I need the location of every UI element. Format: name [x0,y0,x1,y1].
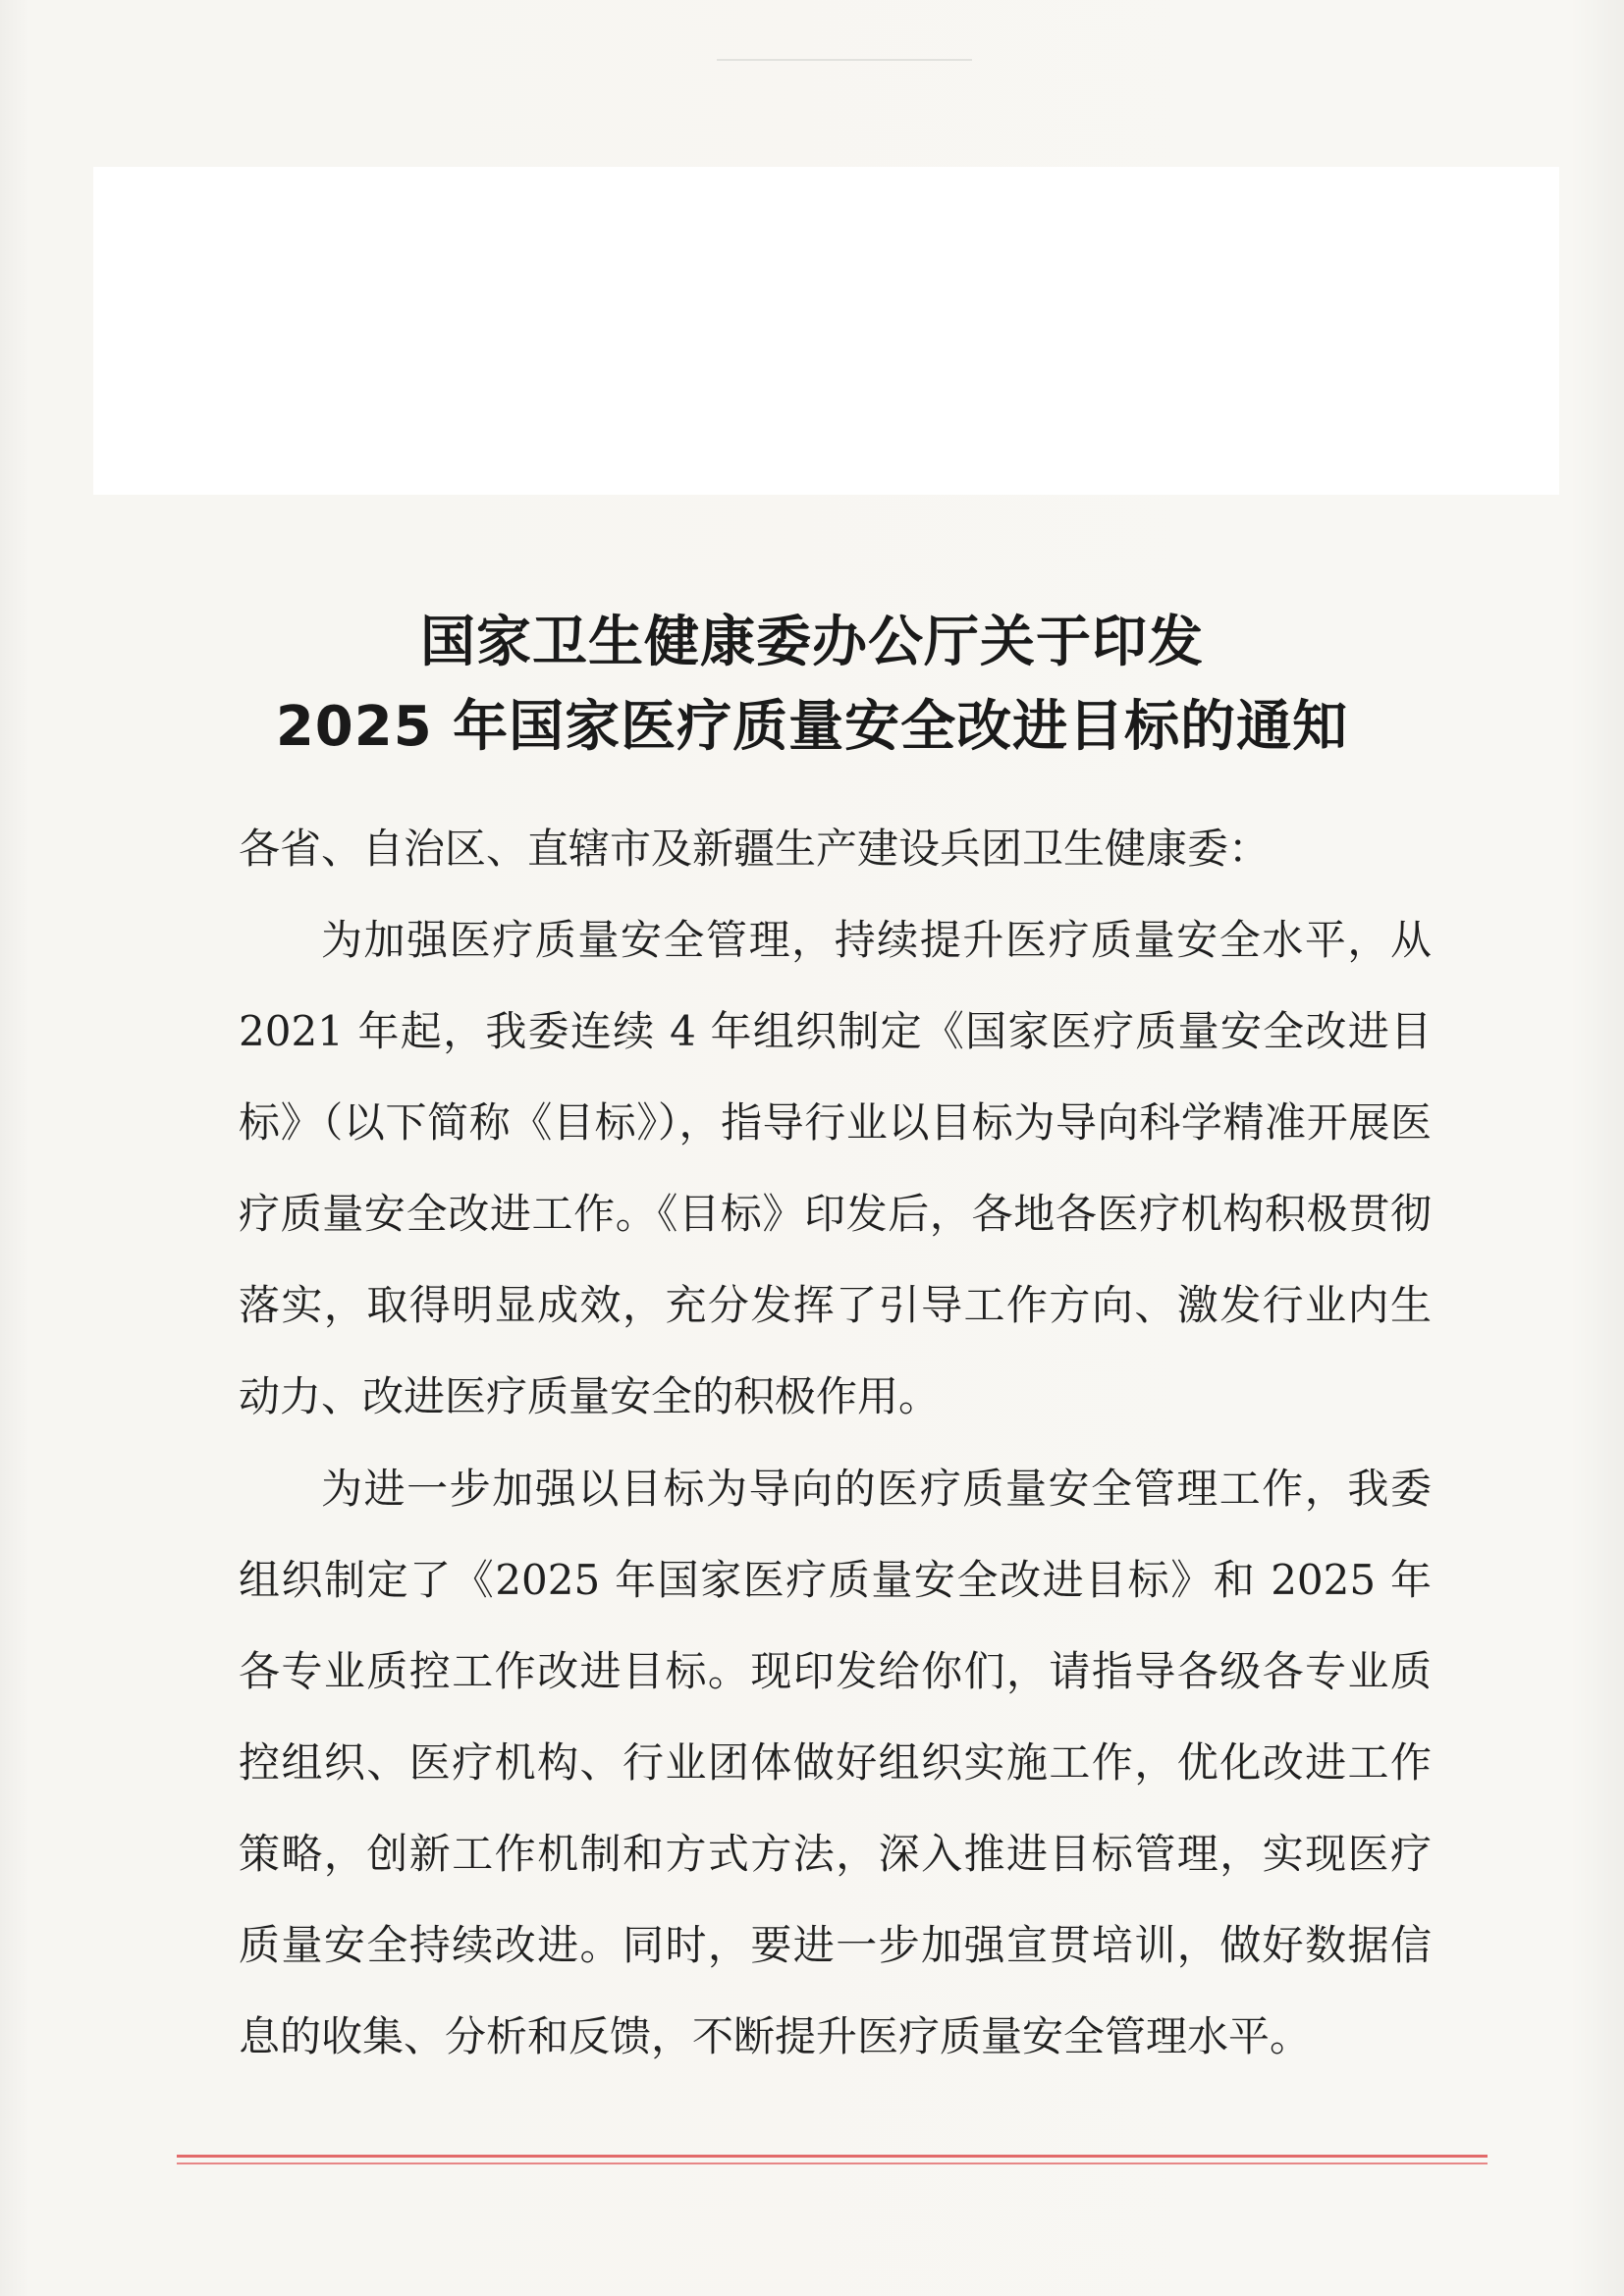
document-title-line-1: 国家卫生健康委办公厅关于印发 [420,611,1204,674]
scan-artifact [717,59,972,61]
document-title-line-2: 2025 年国家医疗质量安全改进目标的通知 [275,695,1349,759]
body-paragraph-2: 为进一步加强以目标为导向的医疗质量安全管理工作，我委组织制定了《2025 年国家医疗质量安全改进目标》和 2025 年各专业质控工作改进目标。现印发给你们，请指导各级各专业质控组织、医疗机构、行业团体做好组织实施工作，优化改进工作策略，创新工作机制和方式方法，深入推进目标管理，实现医疗质量安全持续改进。同时，要进一步加强宣贯培训，做好数据信息的收集、分析和反馈，不断提升医疗质量安全管理水平。 [239,1465,1432,2060]
salutation: 各省、自治区、直辖市及新疆生产建设兵团卫生健康委： [239,825,1271,873]
red-divider-rule [177,2155,1488,2158]
redacted-header-block [93,167,1559,495]
red-divider-rule-thin [177,2163,1488,2164]
body-paragraph-1: 为加强医疗质量安全管理，持续提升医疗质量安全水平，从 2021 年起，我委连续 4 年组织制定《国家医疗质量安全改进目标》（以下简称《目标》），指导行业以目标为导向科学精准开展医疗质量安全改进工作。《目标》印发后，各地各医疗机构积极贯彻落实，取得明显成效，充分发挥了引导工作方向、激发行业内生动力、改进医疗质量安全的积极作用。 [239,916,1432,1420]
